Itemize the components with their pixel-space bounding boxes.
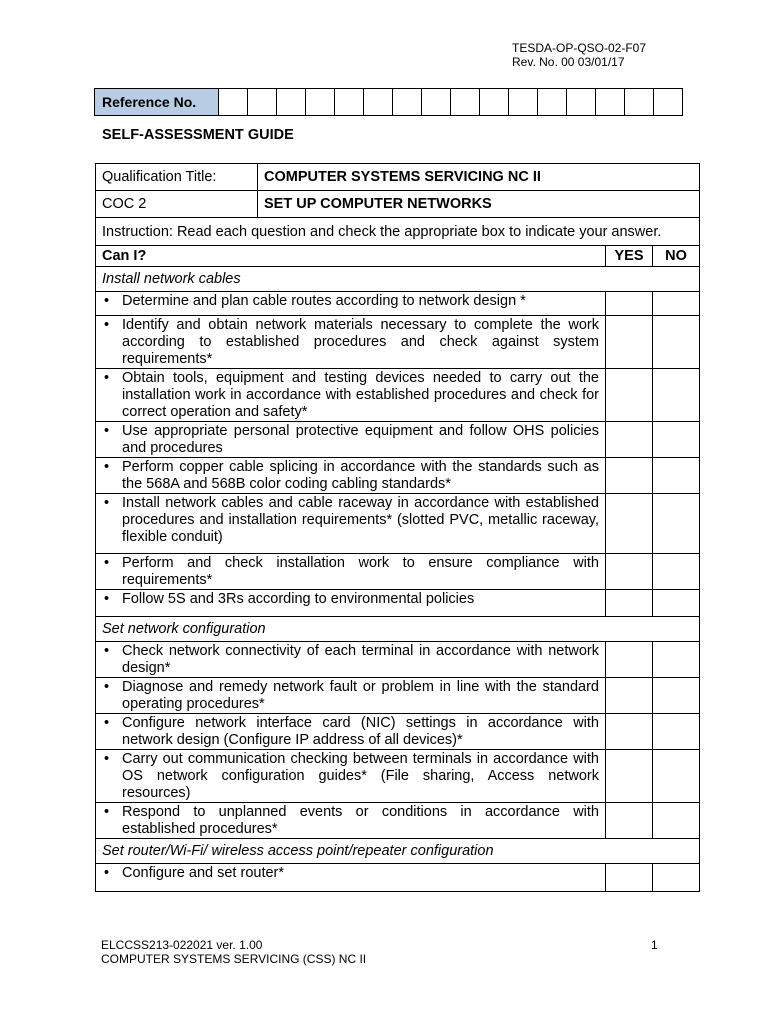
reference-digit-box[interactable] — [625, 89, 654, 116]
checklist-item-row — [96, 864, 700, 892]
bullet-icon: • — [104, 293, 110, 309]
section-row — [96, 617, 700, 642]
no-checkbox-cell[interactable] — [653, 494, 700, 554]
no-checkbox-cell[interactable] — [653, 422, 700, 458]
no-header: NO — [653, 246, 700, 267]
checklist-item-row — [96, 422, 700, 458]
bullet-icon: • — [104, 643, 110, 659]
reference-digit-box[interactable] — [335, 89, 364, 116]
checklist-item-text: Check network connectivity of each terminal in accordance with network design* — [122, 643, 599, 676]
yes-header: YES — [606, 246, 653, 267]
coc-row — [96, 191, 700, 218]
document-reference — [512, 41, 646, 69]
yes-checkbox-cell[interactable] — [606, 292, 653, 316]
checklist-item-text: Diagnose and remedy network fault or problem in line with the standard operating procedures* — [122, 679, 599, 712]
no-checkbox-cell[interactable] — [653, 678, 700, 714]
yes-checkbox-cell[interactable] — [606, 750, 653, 803]
section-title: Set network configuration — [96, 617, 700, 642]
yes-checkbox-cell[interactable] — [606, 803, 653, 839]
reference-digit-box[interactable] — [277, 89, 306, 116]
checklist-item-text: Identify and obtain network materials necessary to complete the work according to established procedures and check against system requirements* — [122, 317, 599, 367]
bullet-icon: • — [104, 591, 110, 607]
reference-digit-box[interactable] — [509, 89, 538, 116]
yes-checkbox-cell[interactable] — [606, 316, 653, 369]
checklist-item-text: Follow 5S and 3Rs according to environmental policies — [122, 591, 475, 607]
checklist-item-text: Use appropriate personal protective equipment and follow OHS policies and procedures — [122, 423, 599, 456]
qualification-value: COMPUTER SYSTEMS SERVICING NC II — [258, 164, 700, 191]
yes-checkbox-cell[interactable] — [606, 458, 653, 494]
yes-checkbox-cell[interactable] — [606, 554, 653, 590]
reference-digit-box[interactable] — [306, 89, 335, 116]
coc-label: COC 2 — [96, 191, 258, 218]
guide-title: SELF-ASSESSMENT GUIDE — [102, 127, 294, 143]
yes-checkbox-cell[interactable] — [606, 590, 653, 617]
form-code: TESDA-OP-QSO-02-F07 — [512, 41, 647, 55]
yes-checkbox-cell[interactable] — [606, 494, 653, 554]
no-checkbox-cell[interactable] — [653, 554, 700, 590]
reference-digit-box[interactable] — [654, 89, 683, 116]
yes-checkbox-cell[interactable] — [606, 422, 653, 458]
instruction-row — [96, 218, 700, 246]
checklist-item-row — [96, 642, 700, 678]
reference-number-label: Reference No. — [95, 89, 219, 116]
checklist-item-row — [96, 678, 700, 714]
no-checkbox-cell[interactable] — [653, 458, 700, 494]
reference-digit-box[interactable] — [422, 89, 451, 116]
bullet-icon: • — [104, 865, 110, 881]
no-checkbox-cell[interactable] — [653, 750, 700, 803]
reference-digit-box[interactable] — [451, 89, 480, 116]
qualification-row — [96, 164, 700, 191]
section-title: Set router/Wi-Fi/ wireless access point/repeater configuration — [96, 839, 700, 864]
yes-checkbox-cell[interactable] — [606, 369, 653, 422]
no-checkbox-cell[interactable] — [653, 642, 700, 678]
reference-digit-box[interactable] — [248, 89, 277, 116]
checklist-item-text: Determine and plan cable routes according to network design * — [122, 293, 526, 309]
yes-checkbox-cell[interactable] — [606, 714, 653, 750]
bullet-icon: • — [104, 317, 110, 333]
section-title: Install network cables — [96, 267, 700, 292]
reference-digit-box[interactable] — [567, 89, 596, 116]
checklist-item-text: Obtain tools, equipment and testing devices needed to carry out the installation work in accordance with established procedures and check for correct operation and safety* — [122, 370, 599, 420]
checklist-item-row — [96, 714, 700, 750]
reference-number-block — [94, 88, 683, 116]
reference-digit-box[interactable] — [393, 89, 422, 116]
no-checkbox-cell[interactable] — [653, 864, 700, 892]
bullet-icon: • — [104, 495, 110, 511]
checklist-item-text: Carry out communication checking between terminals in accordance with OS network configuration guides* (File sharing, Access network resources) — [122, 751, 599, 801]
reference-digit-box[interactable] — [364, 89, 393, 116]
no-checkbox-cell[interactable] — [653, 803, 700, 839]
checklist-item-row — [96, 369, 700, 422]
yes-checkbox-cell[interactable] — [606, 678, 653, 714]
section-row — [96, 839, 700, 864]
qualification-label: Qualification Title: — [96, 164, 258, 191]
checklist-item-row — [96, 590, 700, 617]
reference-digit-box[interactable] — [219, 89, 248, 116]
instruction-text: Instruction: Read each question and check the appropriate box to indicate your answer. — [96, 218, 700, 246]
self-assessment-table — [95, 163, 700, 892]
page-number: 1 — [651, 938, 658, 952]
bullet-icon: • — [104, 804, 110, 820]
checklist-item-row — [96, 494, 700, 554]
checklist-item-text: Configure network interface card (NIC) settings in accordance with network design (Configure IP address of all devices)* — [122, 715, 599, 748]
can-i-header: Can I? — [96, 246, 606, 267]
footer-code: ELCCSS213-022021 ver. 1.00 — [101, 938, 263, 952]
footer-program: COMPUTER SYSTEMS SERVICING (CSS) NC II — [101, 952, 367, 966]
yes-checkbox-cell[interactable] — [606, 864, 653, 892]
checklist-item-row — [96, 554, 700, 590]
checklist-item-row — [96, 803, 700, 839]
no-checkbox-cell[interactable] — [653, 714, 700, 750]
bullet-icon: • — [104, 423, 110, 439]
bullet-icon: • — [104, 459, 110, 475]
checklist-item-text: Perform copper cable splicing in accordance with the standards such as the 568A and 568B color coding cabling standards* — [122, 459, 599, 492]
checklist-item-row — [96, 292, 700, 316]
no-checkbox-cell[interactable] — [653, 316, 700, 369]
reference-digit-box[interactable] — [538, 89, 567, 116]
checklist-item-text: Respond to unplanned events or conditions in accordance with established procedures* — [122, 804, 599, 837]
footer — [101, 938, 366, 966]
bullet-icon: • — [104, 715, 110, 731]
no-checkbox-cell[interactable] — [653, 292, 700, 316]
checklist-item-row — [96, 316, 700, 369]
checklist-item-row — [96, 458, 700, 494]
coc-value: SET UP COMPUTER NETWORKS — [258, 191, 700, 218]
section-row — [96, 267, 700, 292]
checklist-item-row — [96, 750, 700, 803]
yes-checkbox-cell[interactable] — [606, 642, 653, 678]
no-checkbox-cell[interactable] — [653, 590, 700, 617]
column-header-row — [96, 246, 700, 267]
no-checkbox-cell[interactable] — [653, 369, 700, 422]
checklist-item-text: Perform and check installation work to ensure compliance with requirements* — [122, 555, 599, 588]
bullet-icon: • — [104, 751, 110, 767]
bullet-icon: • — [104, 679, 110, 695]
reference-digit-box[interactable] — [480, 89, 509, 116]
revision-number: Rev. No. 00 03/01/17 — [512, 55, 625, 69]
reference-digit-box[interactable] — [596, 89, 625, 116]
checklist-item-text: Configure and set router* — [122, 865, 285, 881]
bullet-icon: • — [104, 370, 110, 386]
checklist-item-text: Install network cables and cable raceway in accordance with established procedures and installation requirements* (slotted PVC, metallic raceway, flexible conduit) — [122, 495, 599, 545]
bullet-icon: • — [104, 555, 110, 571]
